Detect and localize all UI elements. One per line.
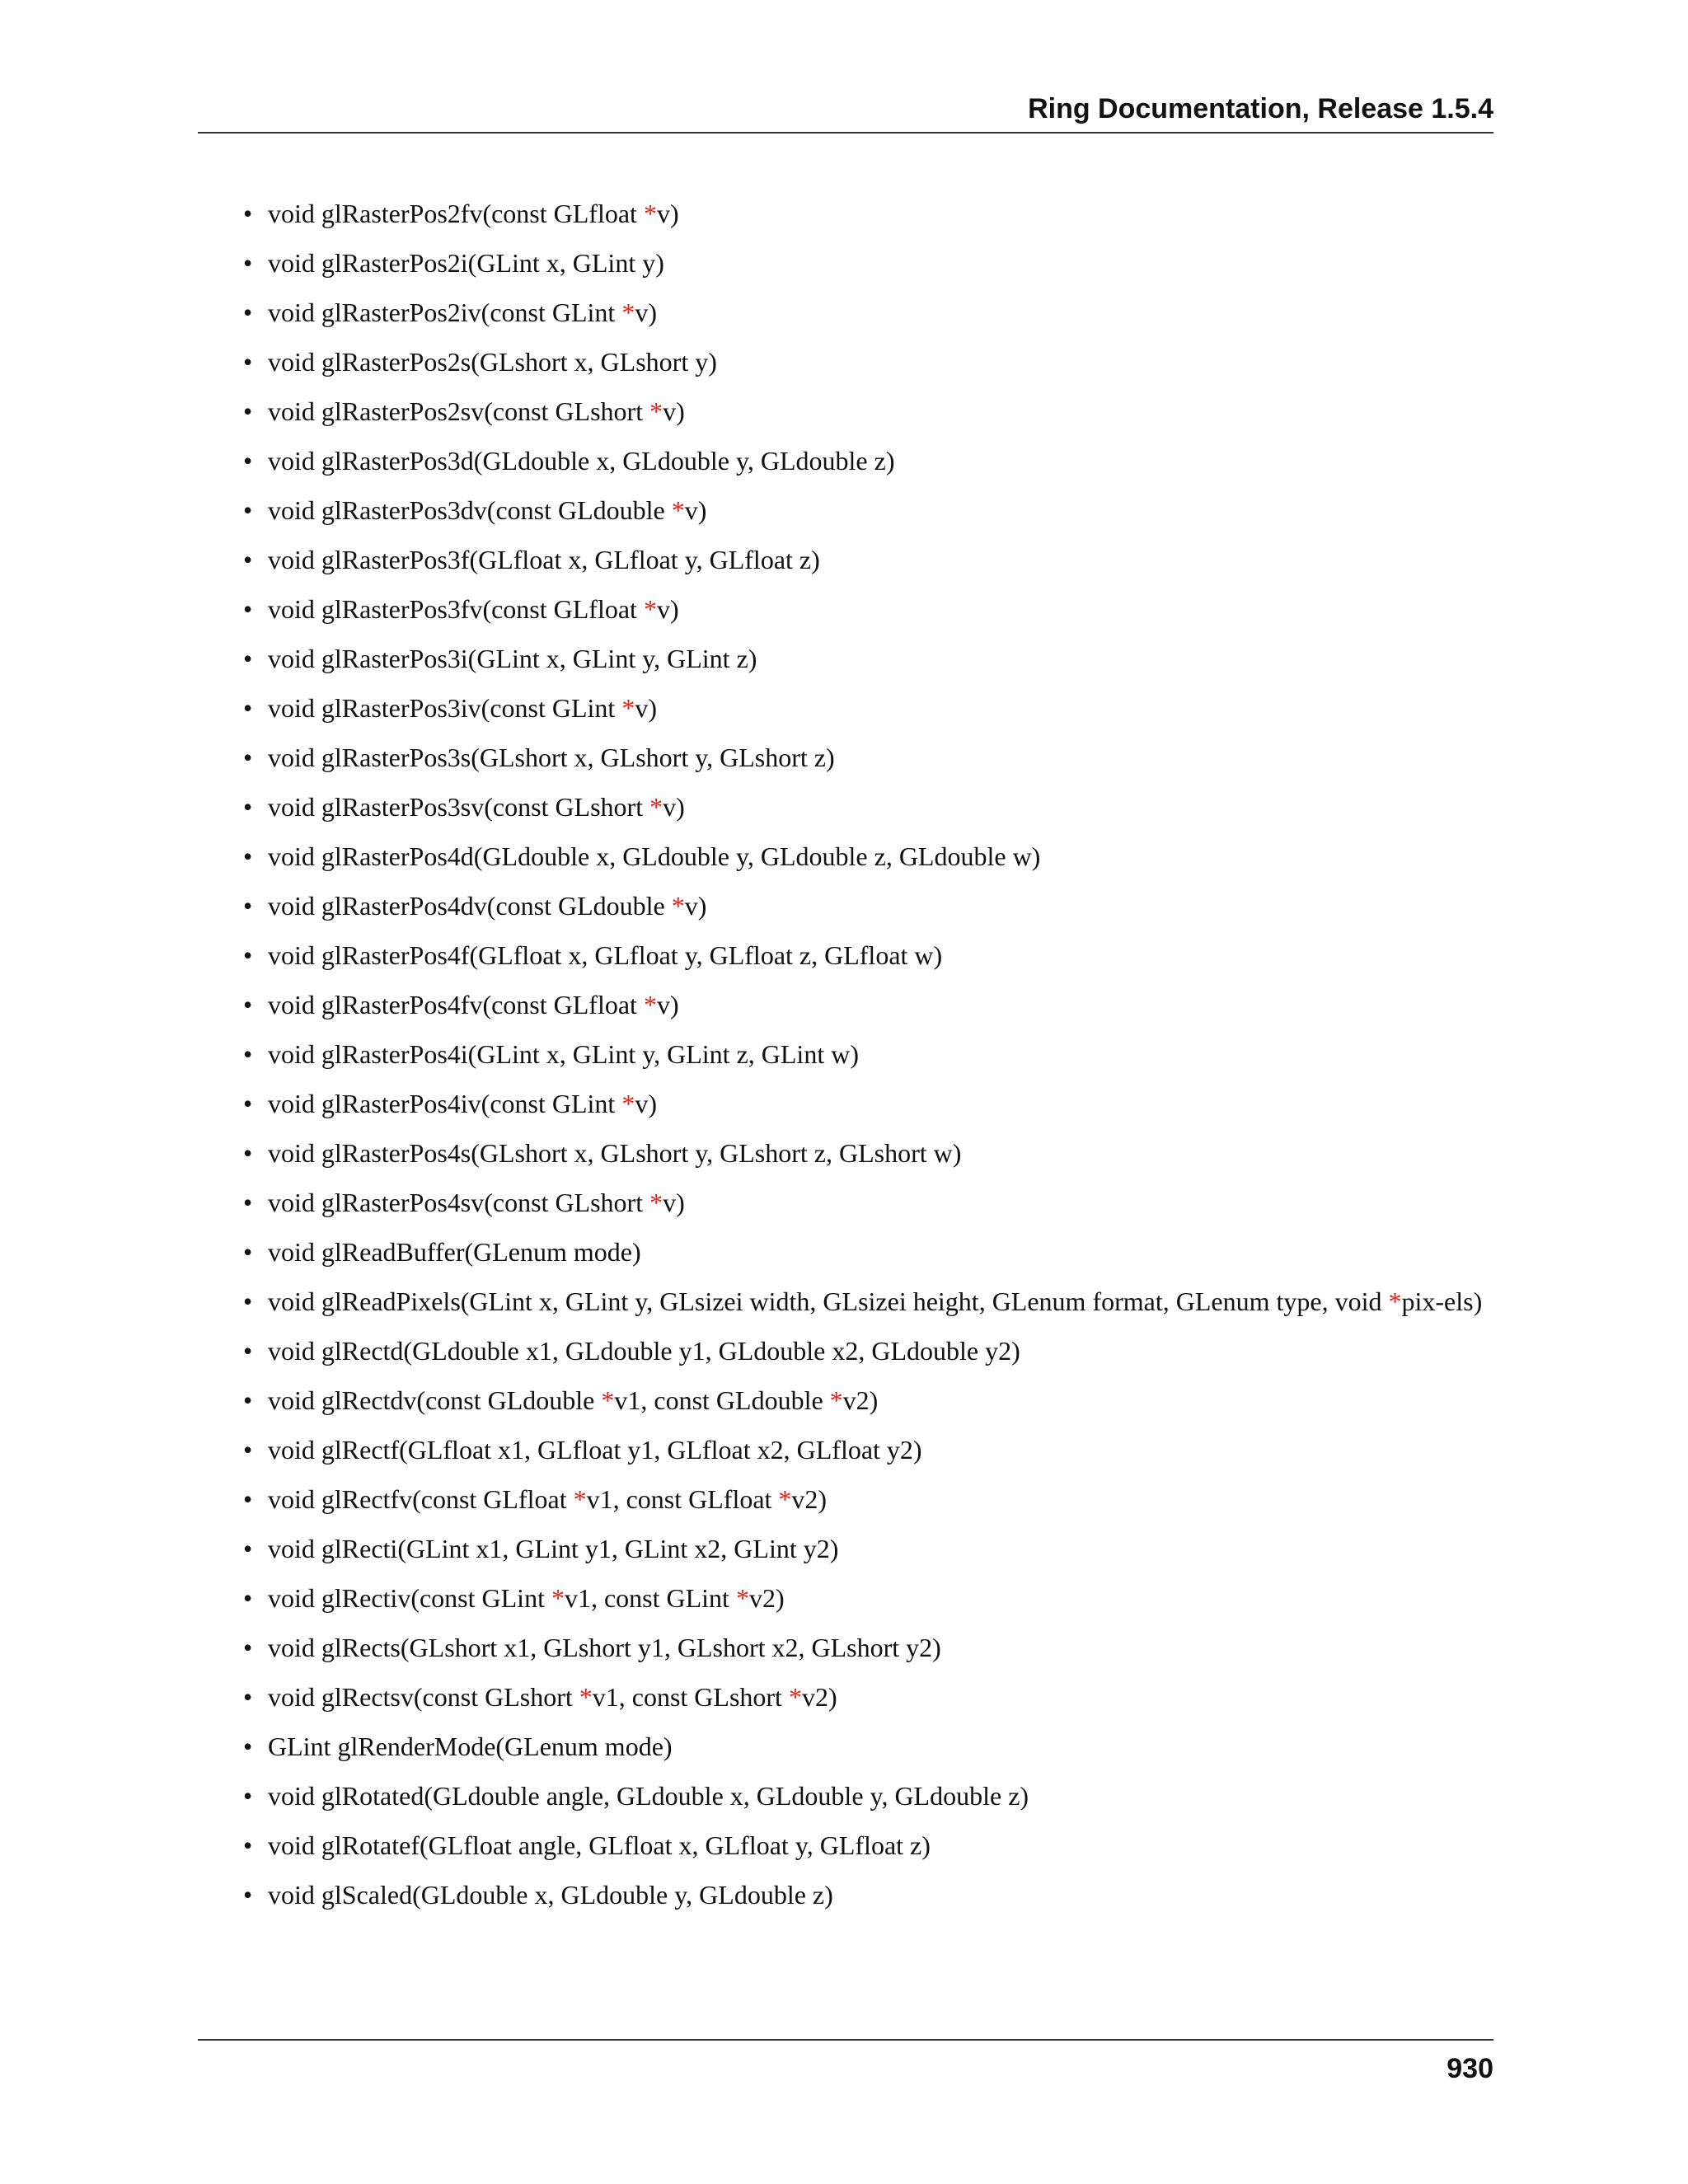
- bullet-icon: •: [243, 1435, 253, 1465]
- pointer-asterisk: *: [643, 594, 657, 624]
- signature-text: v1, const GLdouble: [614, 1385, 830, 1415]
- signature-text: void glRectfv(const GLfloat: [268, 1484, 574, 1514]
- bullet-icon: •: [243, 1781, 253, 1811]
- bullet-icon: •: [243, 1880, 253, 1910]
- bullet-icon: •: [243, 1534, 253, 1563]
- function-list: [198, 198, 1493, 1911]
- signature-text: GLint glRenderMode(GLenum mode): [268, 1732, 673, 1761]
- function-signature: [268, 1732, 673, 1761]
- function-signature: [268, 1089, 657, 1118]
- pointer-asterisk: *: [643, 990, 657, 1019]
- signature-text: void glRasterPos3fv(const GLfloat: [268, 594, 644, 624]
- signature-text: v): [684, 495, 707, 525]
- signature-text: pix-els): [1401, 1286, 1483, 1316]
- bullet-icon: •: [243, 792, 253, 822]
- signature-text: void glRects(GLshort x1, GLshort y1, GLshort x2, GLshort y2): [268, 1633, 941, 1662]
- bullet-icon: •: [243, 545, 253, 574]
- signature-text: void glRotated(GLdouble angle, GLdouble x, GLdouble y, GLdouble z): [268, 1781, 1029, 1811]
- bullet-icon: •: [243, 495, 253, 525]
- function-signature: [268, 545, 820, 574]
- function-signature: [268, 1633, 941, 1662]
- bullet-icon: •: [243, 199, 253, 228]
- signature-text: void glScaled(GLdouble x, GLdouble y, GLdouble z): [268, 1880, 833, 1910]
- signature-text: void glRectf(GLfloat x1, GLfloat y1, GLfloat x2, GLfloat y2): [268, 1435, 922, 1465]
- function-signature: [268, 1583, 785, 1613]
- signature-text: void glRasterPos3f(GLfloat x, GLfloat y, GLfloat z): [268, 545, 820, 574]
- bullet-icon: •: [243, 1237, 253, 1267]
- bullet-icon: •: [243, 298, 253, 327]
- signature-text: void glRasterPos3dv(const GLdouble: [268, 495, 672, 525]
- list-item: [198, 1088, 1493, 1120]
- signature-text: void glRasterPos3i(GLint x, GLint y, GLint z): [268, 644, 757, 673]
- function-signature: [268, 1385, 878, 1415]
- signature-text: void glRasterPos2i(GLint x, GLint y): [268, 248, 664, 278]
- list-item: [198, 247, 1493, 279]
- bullet-icon: •: [243, 1583, 253, 1613]
- pointer-asterisk: *: [778, 1484, 792, 1514]
- list-item: [198, 297, 1493, 329]
- function-signature: [268, 396, 685, 426]
- bullet-icon: •: [243, 1385, 253, 1415]
- signature-text: v): [656, 199, 679, 228]
- bullet-icon: •: [243, 446, 253, 476]
- list-item: [198, 1286, 1493, 1318]
- bullet-icon: •: [243, 1138, 253, 1168]
- function-signature: [268, 1188, 685, 1217]
- pointer-asterisk: *: [649, 396, 663, 426]
- bullet-icon: •: [243, 693, 253, 723]
- bullet-icon: •: [243, 1732, 253, 1761]
- function-signature: [268, 199, 679, 228]
- signature-text: void glRasterPos2s(GLshort x, GLshort y): [268, 347, 717, 377]
- header-title: Ring Documentation, Release 1.5.4: [1028, 93, 1493, 124]
- pointer-asterisk: *: [579, 1682, 593, 1712]
- signature-text: v): [663, 396, 685, 426]
- signature-text: void glRasterPos3d(GLdouble x, GLdouble y, GLdouble z): [268, 446, 895, 476]
- bullet-icon: •: [243, 594, 253, 624]
- list-item: [198, 396, 1493, 428]
- list-item: [198, 1780, 1493, 1812]
- bullet-icon: •: [243, 990, 253, 1019]
- bullet-icon: •: [243, 1682, 253, 1712]
- signature-text: v2): [842, 1385, 879, 1415]
- list-item: [198, 890, 1493, 922]
- list-item: [198, 1731, 1493, 1763]
- bullet-icon: •: [243, 248, 253, 278]
- list-item: [198, 593, 1493, 626]
- signature-text: void glRectdv(const GLdouble: [268, 1385, 602, 1415]
- signature-text: v): [635, 1089, 657, 1118]
- function-signature: [268, 1880, 833, 1910]
- function-signature: [268, 1830, 931, 1860]
- pointer-asterisk: *: [649, 792, 663, 822]
- signature-text: v): [635, 298, 657, 327]
- function-signature: [268, 1138, 961, 1168]
- bullet-icon: •: [243, 347, 253, 377]
- function-signature: [268, 446, 894, 476]
- signature-text: void glRasterPos4sv(const GLshort: [268, 1188, 650, 1217]
- function-signature: [268, 1682, 837, 1712]
- signature-text: v): [684, 891, 707, 921]
- function-signature: [268, 743, 835, 772]
- list-item: [198, 692, 1493, 724]
- signature-text: v): [663, 792, 685, 822]
- page-number: 930: [1447, 2053, 1493, 2084]
- list-item: [198, 1681, 1493, 1713]
- bullet-icon: •: [243, 1286, 253, 1316]
- function-signature: [268, 495, 706, 525]
- signature-text: v1, const GLshort: [592, 1682, 789, 1712]
- function-signature: [268, 990, 679, 1019]
- signature-text: v): [663, 1188, 685, 1217]
- function-signature: [268, 940, 942, 970]
- function-signature: [268, 594, 679, 624]
- signature-text: void glRectsv(const GLshort: [268, 1682, 579, 1712]
- list-item: [198, 1385, 1493, 1417]
- signature-text: void glRasterPos4dv(const GLdouble: [268, 891, 672, 921]
- bullet-icon: •: [243, 1830, 253, 1860]
- bullet-icon: •: [243, 1484, 253, 1514]
- bullet-icon: •: [243, 743, 253, 772]
- list-item: [198, 989, 1493, 1021]
- signature-text: void glRecti(GLint x1, GLint y1, GLint x2, GLint y2): [268, 1534, 839, 1563]
- list-item: [198, 445, 1493, 477]
- function-signature: [268, 693, 657, 723]
- list-item: [198, 1434, 1493, 1466]
- function-signature: [268, 1237, 641, 1267]
- function-signature: [268, 1484, 827, 1514]
- function-signature: [268, 891, 706, 921]
- function-signature: [268, 792, 685, 822]
- signature-text: void glRasterPos4i(GLint x, GLint y, GLint z, GLint w): [268, 1039, 859, 1069]
- bullet-icon: •: [243, 891, 253, 921]
- pointer-asterisk: *: [551, 1583, 565, 1613]
- signature-text: void glRasterPos4d(GLdouble x, GLdouble y, GLdouble z, GLdouble w): [268, 841, 1041, 871]
- pointer-asterisk: *: [621, 298, 635, 327]
- list-item: [198, 1582, 1493, 1615]
- pointer-asterisk: *: [621, 693, 635, 723]
- bullet-icon: •: [243, 841, 253, 871]
- list-item: [198, 1187, 1493, 1219]
- signature-text: void glRectd(GLdouble x1, GLdouble y1, GLdouble x2, GLdouble y2): [268, 1336, 1020, 1366]
- signature-text: void glRasterPos2iv(const GLint: [268, 298, 622, 327]
- bullet-icon: •: [243, 1039, 253, 1069]
- pointer-asterisk: *: [621, 1089, 635, 1118]
- page-header: [198, 92, 1493, 134]
- pointer-asterisk: *: [671, 891, 685, 921]
- signature-text: void glRasterPos4f(GLfloat x, GLfloat y, GLfloat z, GLfloat w): [268, 940, 943, 970]
- list-item: [198, 1335, 1493, 1367]
- list-item: [198, 643, 1493, 675]
- signature-text: void glRasterPos2sv(const GLshort: [268, 396, 650, 426]
- list-item: [198, 1879, 1493, 1911]
- list-item: [198, 494, 1493, 527]
- list-item: [198, 940, 1493, 972]
- list-item: [198, 1483, 1493, 1516]
- function-signature: [268, 347, 717, 377]
- signature-text: void glRasterPos3sv(const GLshort: [268, 792, 650, 822]
- pointer-asterisk: *: [1388, 1286, 1402, 1316]
- page-footer: [198, 2039, 1493, 2085]
- signature-text: v): [635, 693, 657, 723]
- signature-text: void glRasterPos3s(GLshort x, GLshort y, GLshort z): [268, 743, 835, 772]
- signature-text: v2): [791, 1484, 828, 1514]
- bullet-icon: •: [243, 1188, 253, 1217]
- function-signature: [268, 1039, 859, 1069]
- list-item: [198, 742, 1493, 774]
- bullet-icon: •: [243, 644, 253, 673]
- list-item: [198, 1038, 1493, 1071]
- pointer-asterisk: *: [735, 1583, 749, 1613]
- bullet-icon: •: [243, 1336, 253, 1366]
- function-signature: [268, 644, 757, 673]
- signature-text: v2): [801, 1682, 837, 1712]
- signature-text: void glRasterPos3iv(const GLint: [268, 693, 622, 723]
- function-signature: [268, 841, 1040, 871]
- signature-text: void glRasterPos4iv(const GLint: [268, 1089, 622, 1118]
- list-item: [198, 1236, 1493, 1268]
- bullet-icon: •: [243, 1633, 253, 1662]
- function-signature: [268, 298, 657, 327]
- list-item: [198, 791, 1493, 823]
- signature-text: v1, const GLfloat: [586, 1484, 779, 1514]
- list-item: [198, 1830, 1493, 1862]
- signature-text: v): [656, 594, 679, 624]
- signature-text: void glRectiv(const GLint: [268, 1583, 551, 1613]
- list-item: [198, 1533, 1493, 1565]
- list-item: [198, 841, 1493, 873]
- signature-text: void glReadBuffer(GLenum mode): [268, 1237, 641, 1267]
- list-item: [198, 544, 1493, 576]
- signature-text: void glRotatef(GLfloat angle, GLfloat x, GLfloat y, GLfloat z): [268, 1830, 931, 1860]
- list-item: [198, 1632, 1493, 1664]
- function-signature: [268, 1336, 1020, 1366]
- bullet-icon: •: [243, 396, 253, 426]
- pointer-asterisk: *: [788, 1682, 802, 1712]
- function-signature: [268, 1534, 838, 1563]
- signature-text: v2): [748, 1583, 785, 1613]
- list-item: [198, 198, 1493, 230]
- function-signature: [268, 1286, 1482, 1316]
- signature-text: v): [656, 990, 679, 1019]
- pointer-asterisk: *: [643, 199, 657, 228]
- function-signature: [268, 1781, 1029, 1811]
- signature-text: v1, const GLint: [564, 1583, 736, 1613]
- list-item: [198, 1137, 1493, 1169]
- signature-text: void glReadPixels(GLint x, GLint y, GLsizei width, GLsizei height, GLenum format, GLenum type, void: [268, 1286, 1389, 1316]
- pointer-asterisk: *: [601, 1385, 615, 1415]
- pointer-asterisk: *: [671, 495, 685, 525]
- function-signature: [268, 248, 664, 278]
- list-item: [198, 346, 1493, 378]
- pointer-asterisk: *: [573, 1484, 587, 1514]
- bullet-icon: •: [243, 1089, 253, 1118]
- signature-text: void glRasterPos2fv(const GLfloat: [268, 199, 644, 228]
- signature-text: void glRasterPos4fv(const GLfloat: [268, 990, 644, 1019]
- signature-text: void glRasterPos4s(GLshort x, GLshort y, GLshort z, GLshort w): [268, 1138, 962, 1168]
- bullet-icon: •: [243, 940, 253, 970]
- page-content: [198, 198, 1493, 1929]
- pointer-asterisk: *: [829, 1385, 843, 1415]
- function-signature: [268, 1435, 922, 1465]
- pointer-asterisk: *: [649, 1188, 663, 1217]
